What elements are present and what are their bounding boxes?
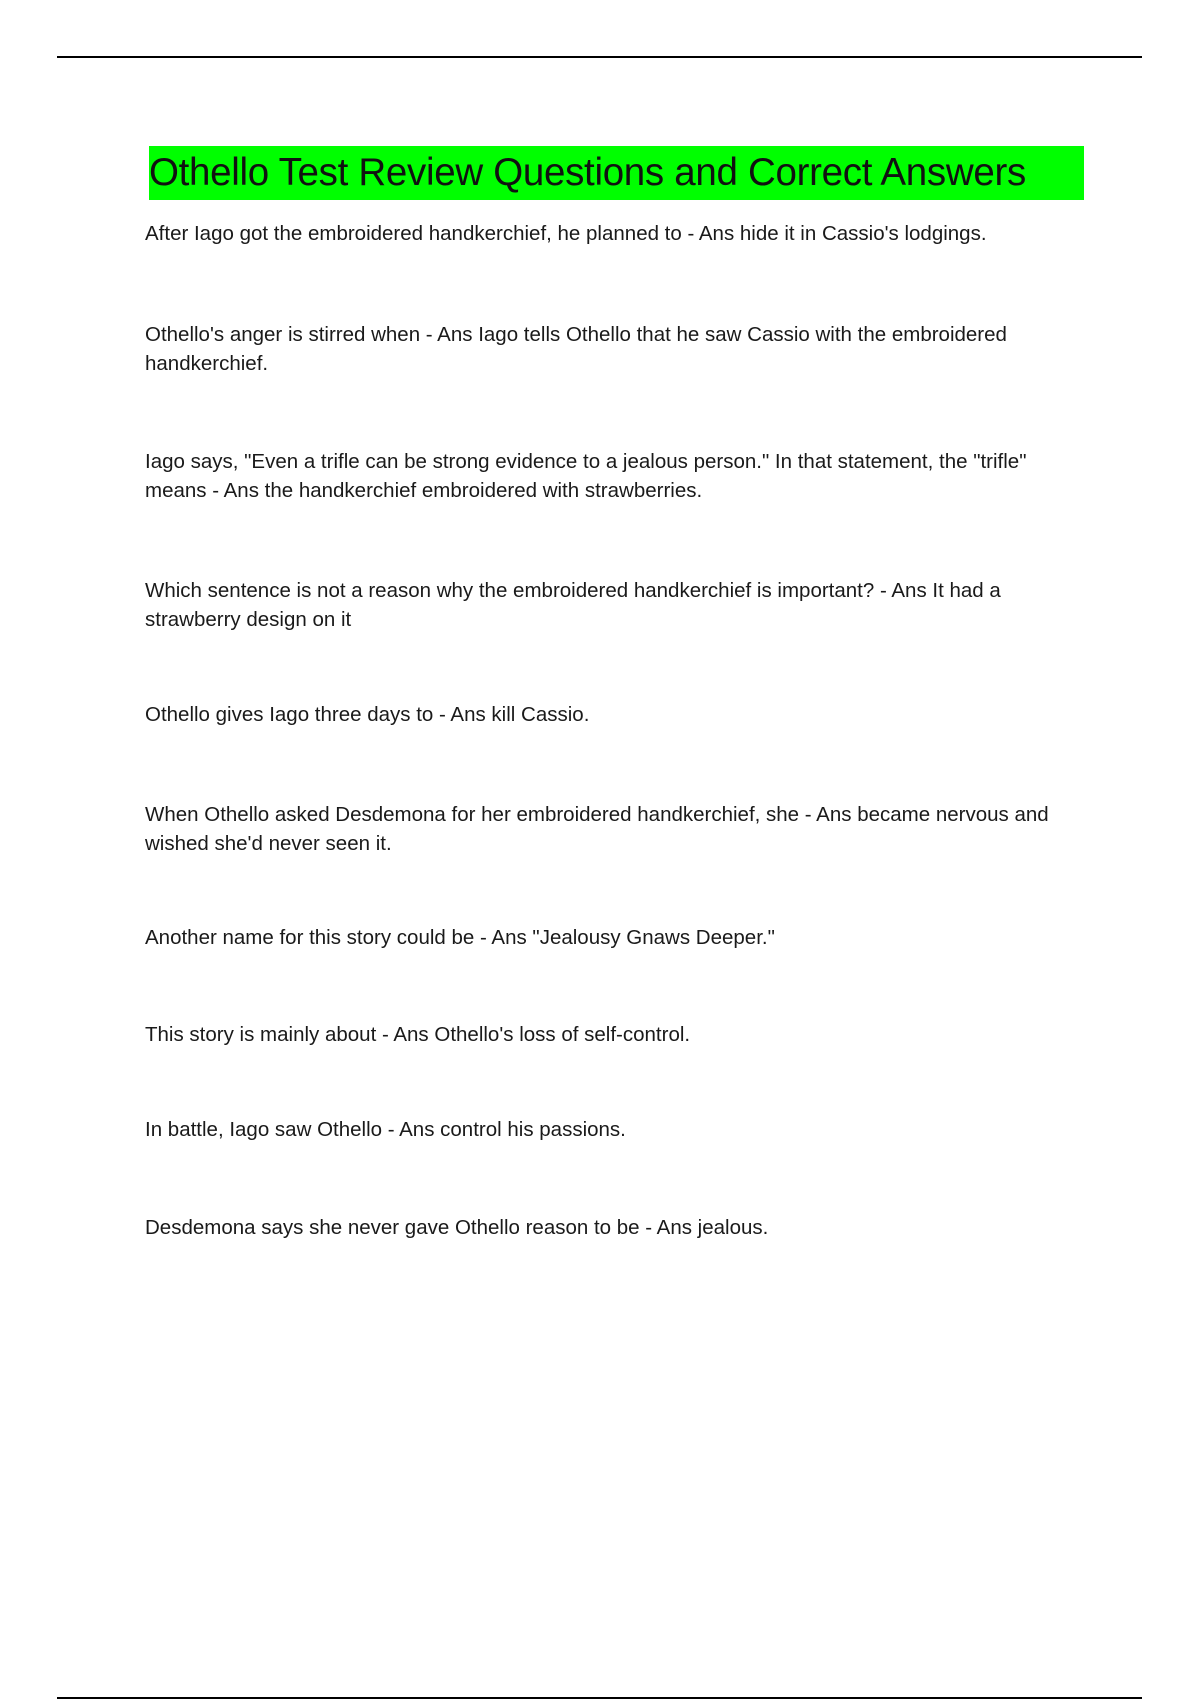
qa-item: Othello gives Iago three days to - Ans kill Cassio. [145,703,590,726]
qa-item: When Othello asked Desdemona for her embroidered handkerchief, she - Ans became nervous and wished she'd never seen it. [145,803,1049,855]
title-highlight [149,146,1084,200]
qa-item: Othello's anger is stirred when - Ans Iago tells Othello that he saw Cassio with the embroidered handkerchief. [145,323,1007,375]
qa-item: Iago says, "Even a trifle can be strong evidence to a jealous person." In that statement, the "trifle" means - Ans the handkerchief embroidered with strawberries. [145,450,1027,502]
qa-item: This story is mainly about - Ans Othello's loss of self-control. [145,1023,691,1046]
qa-item: Which sentence is not a reason why the embroidered handkerchief is important? - Ans It had a strawberry design on it [145,579,1001,631]
footer-rule [57,1697,1142,1699]
qa-item: After Iago got the embroidered handkerchief, he planned to - Ans hide it in Cassio's lodgings. [145,222,987,245]
qa-item: Desdemona says she never gave Othello reason to be - Ans jealous. [145,1216,769,1239]
page-title: Othello Test Review Questions and Correct Answers [149,150,1026,194]
header-rule [57,56,1142,58]
qa-item: Another name for this story could be - Ans "Jealousy Gnaws Deeper." [145,926,775,949]
qa-item: In battle, Iago saw Othello - Ans control his passions. [145,1118,626,1141]
